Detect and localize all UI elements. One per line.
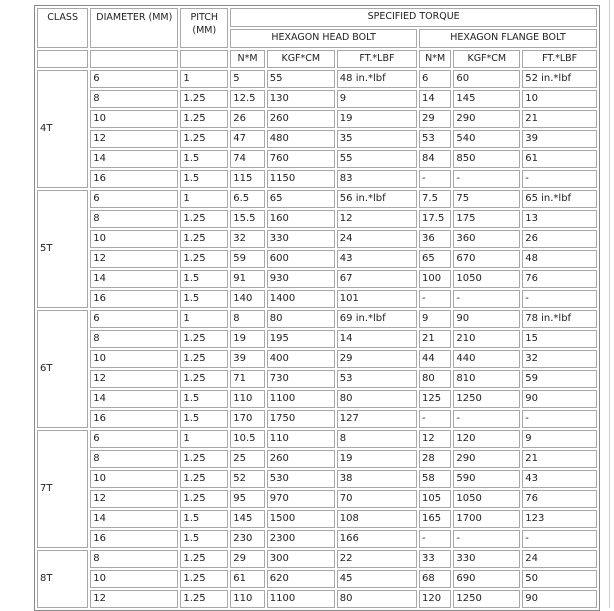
table-row (37, 430, 597, 448)
flange-kgfcm-cell: - (453, 410, 520, 428)
head-kgfcm-cell: 760 (267, 150, 335, 168)
flange-ftlbf-cell: 76 (522, 270, 597, 288)
head-nm-cell: 115 (230, 170, 265, 188)
table-row (37, 350, 597, 368)
head-ftlbf-cell: 45 (337, 570, 417, 588)
header-row-3 (37, 50, 597, 68)
flange-nm-cell: 28 (419, 450, 451, 468)
flange-ftlbf-cell: 90 (522, 390, 597, 408)
head-ftlbf-cell: 48 in.*lbf (337, 70, 417, 88)
flange-nm-cell: - (419, 410, 451, 428)
flange-ftlbf-cell: 61 (522, 150, 597, 168)
head-ftlbf-cell: 12 (337, 210, 417, 228)
head-kgfcm-cell: 600 (267, 250, 335, 268)
head-ftlbf-cell: 8 (337, 430, 417, 448)
head-kgfcm-cell: 55 (267, 70, 335, 88)
diameter-cell: 10 (90, 470, 178, 488)
flange-nm-cell: 7.5 (419, 190, 451, 208)
head-nm-cell: 110 (230, 390, 265, 408)
head-ftlbf-cell: 55 (337, 150, 417, 168)
class-cell: 7T (37, 430, 88, 548)
pitch-cell: 1.25 (180, 250, 228, 268)
head-ftlbf-cell: 69 in.*lbf (337, 310, 417, 328)
diameter-cell: 6 (90, 310, 178, 328)
pitch-cell: 1.25 (180, 370, 228, 388)
flange-nm-cell: - (419, 530, 451, 548)
diameter-cell: 16 (90, 530, 178, 548)
head-ftlbf-cell: 9 (337, 90, 417, 108)
flange-ftlbf-cell: 43 (522, 470, 597, 488)
header-head-ftlbf: FT.*LBF (337, 50, 417, 68)
diameter-cell: 14 (90, 270, 178, 288)
head-kgfcm-cell: 530 (267, 470, 335, 488)
head-nm-cell: 29 (230, 550, 265, 568)
header-spacer (37, 50, 88, 68)
header-class: CLASS (37, 8, 88, 48)
head-kgfcm-cell: 970 (267, 490, 335, 508)
head-ftlbf-cell: 127 (337, 410, 417, 428)
head-kgfcm-cell: 130 (267, 90, 335, 108)
table-row (37, 110, 597, 128)
flange-nm-cell: 80 (419, 370, 451, 388)
flange-nm-cell: 125 (419, 390, 451, 408)
header-spacer (90, 50, 178, 68)
head-nm-cell: 71 (230, 370, 265, 388)
head-ftlbf-cell: 56 in.*lbf (337, 190, 417, 208)
head-nm-cell: 74 (230, 150, 265, 168)
flange-kgfcm-cell: - (453, 170, 520, 188)
flange-ftlbf-cell: 13 (522, 210, 597, 228)
table-row (37, 570, 597, 588)
table-row (37, 330, 597, 348)
flange-kgfcm-cell: 290 (453, 110, 520, 128)
head-ftlbf-cell: 80 (337, 590, 417, 608)
flange-nm-cell: 100 (419, 270, 451, 288)
pitch-cell: 1.25 (180, 130, 228, 148)
flange-nm-cell: 58 (419, 470, 451, 488)
flange-ftlbf-cell: 65 in.*lbf (522, 190, 597, 208)
table-row (37, 370, 597, 388)
flange-ftlbf-cell: 76 (522, 490, 597, 508)
class-cell: 4T (37, 70, 88, 188)
flange-kgfcm-cell: 175 (453, 210, 520, 228)
flange-kgfcm-cell: - (453, 290, 520, 308)
head-nm-cell: 145 (230, 510, 265, 528)
pitch-cell: 1.5 (180, 390, 228, 408)
diameter-cell: 12 (90, 370, 178, 388)
head-kgfcm-cell: 160 (267, 210, 335, 228)
table-row (37, 510, 597, 528)
head-kgfcm-cell: 260 (267, 450, 335, 468)
table-row (37, 170, 597, 188)
flange-nm-cell: 53 (419, 130, 451, 148)
flange-ftlbf-cell: - (522, 290, 597, 308)
flange-kgfcm-cell: 1700 (453, 510, 520, 528)
table-row (37, 210, 597, 228)
flange-ftlbf-cell: 48 (522, 250, 597, 268)
pitch-cell: 1 (180, 190, 228, 208)
pitch-cell: 1.25 (180, 470, 228, 488)
head-ftlbf-cell: 67 (337, 270, 417, 288)
flange-ftlbf-cell: 9 (522, 430, 597, 448)
header-diameter: DIAMETER (MM) (90, 8, 178, 48)
head-kgfcm-cell: 260 (267, 110, 335, 128)
header-spacer (180, 50, 228, 68)
flange-nm-cell: 36 (419, 230, 451, 248)
table-row (37, 90, 597, 108)
flange-kgfcm-cell: 60 (453, 70, 520, 88)
head-nm-cell: 10.5 (230, 430, 265, 448)
pitch-cell: 1.25 (180, 90, 228, 108)
diameter-cell: 14 (90, 510, 178, 528)
header-flange-ftlbf: FT.*LBF (522, 50, 597, 68)
flange-ftlbf-cell: 52 in.*lbf (522, 70, 597, 88)
flange-kgfcm-cell: 360 (453, 230, 520, 248)
diameter-cell: 12 (90, 250, 178, 268)
head-kgfcm-cell: 620 (267, 570, 335, 588)
flange-ftlbf-cell: 39 (522, 130, 597, 148)
flange-ftlbf-cell: 78 in.*lbf (522, 310, 597, 328)
diameter-cell: 16 (90, 290, 178, 308)
head-ftlbf-cell: 29 (337, 350, 417, 368)
pitch-cell: 1.5 (180, 170, 228, 188)
pitch-cell: 1.5 (180, 150, 228, 168)
flange-kgfcm-cell: 1050 (453, 490, 520, 508)
class-cell: 6T (37, 310, 88, 428)
flange-kgfcm-cell: 210 (453, 330, 520, 348)
head-ftlbf-cell: 38 (337, 470, 417, 488)
head-kgfcm-cell: 1150 (267, 170, 335, 188)
diameter-cell: 16 (90, 410, 178, 428)
head-kgfcm-cell: 930 (267, 270, 335, 288)
head-kgfcm-cell: 195 (267, 330, 335, 348)
flange-ftlbf-cell: 15 (522, 330, 597, 348)
diameter-cell: 10 (90, 110, 178, 128)
table-row (37, 390, 597, 408)
pitch-cell: 1.5 (180, 270, 228, 288)
diameter-cell: 12 (90, 590, 178, 608)
flange-ftlbf-cell: - (522, 170, 597, 188)
head-ftlbf-cell: 70 (337, 490, 417, 508)
pitch-cell: 1 (180, 430, 228, 448)
header-head-kgfcm: KGF*CM (267, 50, 335, 68)
flange-kgfcm-cell: 330 (453, 550, 520, 568)
flange-ftlbf-cell: - (522, 410, 597, 428)
head-kgfcm-cell: 1100 (267, 390, 335, 408)
flange-ftlbf-cell: 10 (522, 90, 597, 108)
diameter-cell: 8 (90, 210, 178, 228)
header-hexagon-flange-bolt: HEXAGON FLANGE BOLT (419, 29, 597, 48)
flange-nm-cell: 65 (419, 250, 451, 268)
flange-nm-cell: 9 (419, 310, 451, 328)
diameter-cell: 8 (90, 550, 178, 568)
table-row (37, 70, 597, 88)
flange-nm-cell: 84 (419, 150, 451, 168)
head-kgfcm-cell: 730 (267, 370, 335, 388)
table-row (37, 490, 597, 508)
header-hexagon-head-bolt: HEXAGON HEAD BOLT (230, 29, 417, 48)
header-head-nm: N*M (230, 50, 265, 68)
flange-ftlbf-cell: 123 (522, 510, 597, 528)
diameter-cell: 10 (90, 570, 178, 588)
flange-kgfcm-cell: 440 (453, 350, 520, 368)
head-kgfcm-cell: 1500 (267, 510, 335, 528)
table-row (37, 590, 597, 608)
head-ftlbf-cell: 22 (337, 550, 417, 568)
pitch-cell: 1.5 (180, 410, 228, 428)
head-ftlbf-cell: 19 (337, 110, 417, 128)
pitch-cell: 1.25 (180, 330, 228, 348)
flange-nm-cell: 68 (419, 570, 451, 588)
flange-kgfcm-cell: 810 (453, 370, 520, 388)
head-nm-cell: 110 (230, 590, 265, 608)
flange-ftlbf-cell: 21 (522, 450, 597, 468)
head-kgfcm-cell: 1100 (267, 590, 335, 608)
head-nm-cell: 25 (230, 450, 265, 468)
pitch-cell: 1.5 (180, 530, 228, 548)
diameter-cell: 8 (90, 330, 178, 348)
table-row (37, 530, 597, 548)
diameter-cell: 12 (90, 490, 178, 508)
head-nm-cell: 47 (230, 130, 265, 148)
pitch-cell: 1.25 (180, 210, 228, 228)
diameter-cell: 14 (90, 150, 178, 168)
table-body (37, 70, 597, 608)
head-nm-cell: 32 (230, 230, 265, 248)
flange-kgfcm-cell: 1250 (453, 590, 520, 608)
flange-kgfcm-cell: 690 (453, 570, 520, 588)
head-ftlbf-cell: 83 (337, 170, 417, 188)
flange-nm-cell: 29 (419, 110, 451, 128)
table-row (37, 450, 597, 468)
torque-table-container (34, 5, 602, 611)
flange-nm-cell: 21 (419, 330, 451, 348)
diameter-cell: 14 (90, 390, 178, 408)
header-specified-torque: SPECIFIED TORQUE (230, 8, 597, 27)
pitch-cell: 1.25 (180, 350, 228, 368)
pitch-cell: 1.25 (180, 490, 228, 508)
head-kgfcm-cell: 1400 (267, 290, 335, 308)
table-row (37, 230, 597, 248)
header-row-1 (37, 8, 597, 27)
head-kgfcm-cell: 330 (267, 230, 335, 248)
flange-ftlbf-cell: - (522, 530, 597, 548)
pitch-cell: 1.25 (180, 450, 228, 468)
flange-ftlbf-cell: 32 (522, 350, 597, 368)
page-right-border (609, 0, 610, 608)
flange-nm-cell: - (419, 170, 451, 188)
flange-kgfcm-cell: 590 (453, 470, 520, 488)
head-nm-cell: 5 (230, 70, 265, 88)
head-kgfcm-cell: 80 (267, 310, 335, 328)
head-ftlbf-cell: 35 (337, 130, 417, 148)
table-row (37, 290, 597, 308)
head-nm-cell: 170 (230, 410, 265, 428)
flange-nm-cell: 14 (419, 90, 451, 108)
flange-ftlbf-cell: 90 (522, 590, 597, 608)
table-row (37, 310, 597, 328)
head-nm-cell: 6.5 (230, 190, 265, 208)
table-row (37, 150, 597, 168)
pitch-cell: 1.25 (180, 550, 228, 568)
table-row (37, 410, 597, 428)
flange-nm-cell: 6 (419, 70, 451, 88)
head-nm-cell: 12.5 (230, 90, 265, 108)
table-row (37, 550, 597, 568)
head-nm-cell: 140 (230, 290, 265, 308)
head-kgfcm-cell: 65 (267, 190, 335, 208)
header-flange-nm: N*M (419, 50, 451, 68)
flange-ftlbf-cell: 21 (522, 110, 597, 128)
head-nm-cell: 39 (230, 350, 265, 368)
pitch-cell: 1.5 (180, 510, 228, 528)
head-ftlbf-cell: 19 (337, 450, 417, 468)
head-ftlbf-cell: 43 (337, 250, 417, 268)
flange-kgfcm-cell: 290 (453, 450, 520, 468)
flange-kgfcm-cell: 1250 (453, 390, 520, 408)
head-ftlbf-cell: 166 (337, 530, 417, 548)
diameter-cell: 6 (90, 70, 178, 88)
diameter-cell: 6 (90, 430, 178, 448)
head-kgfcm-cell: 300 (267, 550, 335, 568)
head-nm-cell: 15.5 (230, 210, 265, 228)
head-nm-cell: 95 (230, 490, 265, 508)
table-header (37, 8, 597, 68)
head-ftlbf-cell: 53 (337, 370, 417, 388)
table-row (37, 130, 597, 148)
head-ftlbf-cell: 108 (337, 510, 417, 528)
head-nm-cell: 59 (230, 250, 265, 268)
table-row (37, 270, 597, 288)
class-cell: 5T (37, 190, 88, 308)
head-nm-cell: 52 (230, 470, 265, 488)
flange-ftlbf-cell: 59 (522, 370, 597, 388)
diameter-cell: 8 (90, 450, 178, 468)
flange-kgfcm-cell: - (453, 530, 520, 548)
pitch-cell: 1.25 (180, 230, 228, 248)
flange-nm-cell: 105 (419, 490, 451, 508)
flange-kgfcm-cell: 1050 (453, 270, 520, 288)
flange-kgfcm-cell: 670 (453, 250, 520, 268)
head-kgfcm-cell: 1750 (267, 410, 335, 428)
table-row (37, 190, 597, 208)
diameter-cell: 10 (90, 230, 178, 248)
head-ftlbf-cell: 80 (337, 390, 417, 408)
flange-nm-cell: 33 (419, 550, 451, 568)
head-ftlbf-cell: 14 (337, 330, 417, 348)
torque-spec-table (34, 5, 600, 611)
diameter-cell: 6 (90, 190, 178, 208)
pitch-cell: 1.25 (180, 110, 228, 128)
diameter-cell: 16 (90, 170, 178, 188)
flange-ftlbf-cell: 50 (522, 570, 597, 588)
pitch-cell: 1.5 (180, 290, 228, 308)
flange-nm-cell: 120 (419, 590, 451, 608)
header-pitch: PITCH (MM) (180, 8, 228, 48)
flange-ftlbf-cell: 26 (522, 230, 597, 248)
flange-nm-cell: 12 (419, 430, 451, 448)
head-nm-cell: 230 (230, 530, 265, 548)
table-row (37, 470, 597, 488)
head-kgfcm-cell: 400 (267, 350, 335, 368)
diameter-cell: 8 (90, 90, 178, 108)
header-flange-kgfcm: KGF*CM (453, 50, 520, 68)
pitch-cell: 1.25 (180, 570, 228, 588)
pitch-cell: 1 (180, 310, 228, 328)
head-ftlbf-cell: 101 (337, 290, 417, 308)
flange-nm-cell: 165 (419, 510, 451, 528)
head-nm-cell: 8 (230, 310, 265, 328)
flange-kgfcm-cell: 120 (453, 430, 520, 448)
diameter-cell: 10 (90, 350, 178, 368)
class-cell: 8T (37, 550, 88, 608)
flange-kgfcm-cell: 540 (453, 130, 520, 148)
flange-nm-cell: 44 (419, 350, 451, 368)
pitch-cell: 1.25 (180, 590, 228, 608)
diameter-cell: 12 (90, 130, 178, 148)
flange-kgfcm-cell: 75 (453, 190, 520, 208)
table-row (37, 250, 597, 268)
flange-ftlbf-cell: 24 (522, 550, 597, 568)
pitch-cell: 1 (180, 70, 228, 88)
flange-kgfcm-cell: 145 (453, 90, 520, 108)
head-kgfcm-cell: 2300 (267, 530, 335, 548)
head-nm-cell: 19 (230, 330, 265, 348)
head-nm-cell: 91 (230, 270, 265, 288)
head-ftlbf-cell: 24 (337, 230, 417, 248)
flange-kgfcm-cell: 90 (453, 310, 520, 328)
flange-nm-cell: 17.5 (419, 210, 451, 228)
flange-nm-cell: - (419, 290, 451, 308)
head-kgfcm-cell: 480 (267, 130, 335, 148)
head-nm-cell: 61 (230, 570, 265, 588)
head-nm-cell: 26 (230, 110, 265, 128)
head-kgfcm-cell: 110 (267, 430, 335, 448)
flange-kgfcm-cell: 850 (453, 150, 520, 168)
